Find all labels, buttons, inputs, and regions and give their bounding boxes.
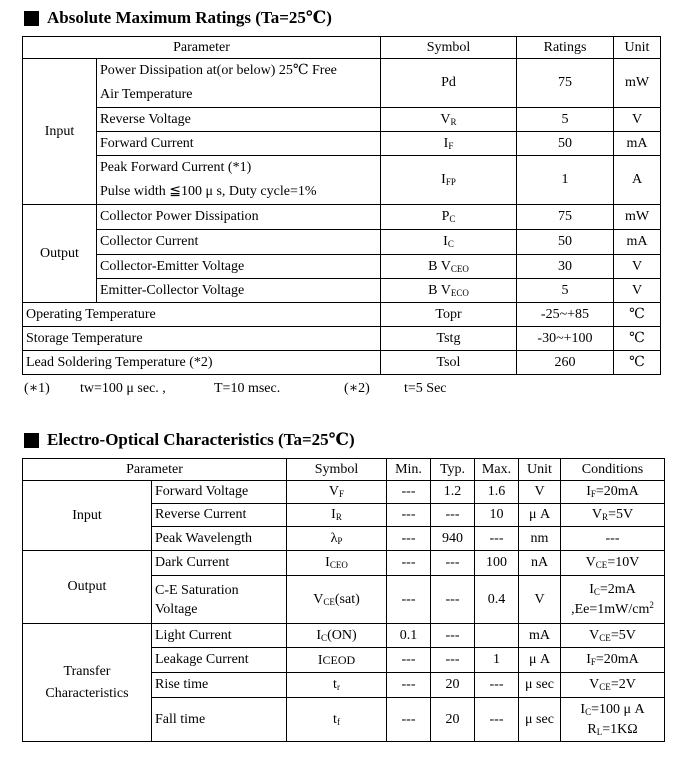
max-cell: 10 [475, 504, 519, 527]
eoc-group-output: Output [23, 551, 152, 624]
cond-main: I [580, 701, 586, 717]
table-row [23, 255, 661, 279]
symbol-cell [381, 108, 517, 132]
note-2-mark: (∗2) [344, 381, 370, 396]
cond-rest: =100 μ A [591, 701, 645, 717]
table-row [23, 132, 661, 156]
section-square-icon [24, 433, 39, 448]
max-cell: --- [475, 673, 519, 698]
cond-sub: F [590, 489, 596, 499]
amr-table [22, 36, 661, 375]
cond-rest: =1KΩ [602, 721, 638, 737]
symbol-cell [287, 648, 387, 673]
cond-rest: =5V [610, 627, 636, 643]
condition-cell [561, 576, 665, 624]
symbol-cell [287, 504, 387, 527]
table-row [23, 230, 661, 255]
param-cell: Reverse Voltage [97, 108, 381, 132]
param-cell: Dark Current [152, 551, 287, 576]
symbol-main: I [331, 507, 336, 522]
param-cell: Forward Voltage [152, 481, 287, 504]
unit-cell: μ sec [519, 698, 561, 742]
table-row [23, 351, 661, 375]
symbol-cell [381, 156, 517, 205]
eoc-header-min: Min. [387, 459, 431, 481]
condition-cell [561, 481, 665, 504]
cond-main: V [589, 677, 600, 692]
symbol-main: t [333, 677, 337, 692]
cond-main: V [589, 627, 600, 643]
symbol-cell: Tstg [381, 327, 517, 351]
unit-cell: A [614, 156, 661, 205]
symbol-main: V [328, 484, 340, 499]
cond-sup: 2 [649, 599, 654, 610]
cond-line [564, 720, 661, 740]
symbol-cell [381, 230, 517, 255]
cond-rest: =2mA [599, 581, 636, 597]
max-cell: --- [475, 527, 519, 551]
eoc-header-max: Max. [475, 459, 519, 481]
param-line: Peak Forward Current (*1) [100, 160, 252, 175]
cond-rest: =10V [607, 555, 640, 570]
symbol-sub: CEOD [322, 652, 356, 667]
max-cell: 1.6 [475, 481, 519, 504]
symbol-sub: F [448, 140, 454, 151]
note-2-t: t=5 Sec [404, 381, 447, 396]
symbol-sub: R [450, 116, 457, 127]
eoc-header-typ: Typ. [431, 459, 475, 481]
table-row [23, 279, 661, 303]
max-cell [475, 624, 519, 648]
symbol-sub: C [321, 632, 328, 643]
cond-main: I [589, 581, 594, 597]
typ-cell: --- [431, 648, 475, 673]
amr-group-output: Output [23, 205, 97, 303]
condition-cell [561, 551, 665, 576]
value-cell: 30 [517, 255, 614, 279]
param-cell: Emitter-Collector Voltage [97, 279, 381, 303]
cond-rest: =20mA [595, 652, 639, 667]
symbol-cell: Tsol [381, 351, 517, 375]
unit-cell: μ A [519, 504, 561, 527]
amr-header-unit: Unit [614, 37, 661, 59]
cond-line [562, 600, 663, 620]
table-row [23, 624, 665, 648]
eoc-header-symbol: Symbol [287, 459, 387, 481]
max-cell: 1 [475, 648, 519, 673]
typ-cell: 20 [431, 698, 475, 742]
param-cell: Collector-Emitter Voltage [97, 255, 381, 279]
value-cell: 5 [517, 279, 614, 303]
cond-sub: F [590, 657, 596, 667]
table-row [23, 551, 665, 576]
symbol-sub: F [339, 489, 345, 499]
cond-sub: CE [599, 682, 611, 692]
symbol-cell [287, 576, 387, 624]
min-cell: --- [387, 481, 431, 504]
condition-cell [561, 624, 665, 648]
cond-rest: =20mA [595, 484, 639, 499]
typ-cell: 20 [431, 673, 475, 698]
param-cell: Operating Temperature [23, 303, 381, 327]
amr-title-text: Absolute Maximum Ratings (Ta=25℃) [47, 8, 332, 27]
eoc-group-input: Input [23, 481, 152, 551]
typ-cell: 940 [431, 527, 475, 551]
group-line: Characteristics [45, 685, 129, 701]
symbol-sub: R [335, 512, 342, 522]
param-line: Air Temperature [100, 87, 193, 102]
symbol-sub: CE [323, 596, 335, 607]
symbol-sub: f [336, 716, 340, 727]
symbol-cell [287, 481, 387, 504]
value-cell: 50 [517, 230, 614, 255]
unit-cell: μ A [519, 648, 561, 673]
symbol-cell [381, 255, 517, 279]
symbol-rest: (ON) [327, 627, 357, 643]
symbol-main: V [313, 591, 324, 607]
param-cell [97, 156, 381, 205]
cond-main: I [586, 484, 591, 499]
cond-sub: L [596, 726, 603, 737]
symbol-main: P [441, 209, 450, 224]
cond-line [564, 700, 661, 720]
amr-header-row [23, 37, 661, 59]
eoc-header-conditions: Conditions [561, 459, 665, 481]
value-cell: -30~+100 [517, 327, 614, 351]
min-cell: --- [387, 576, 431, 624]
min-cell: --- [387, 648, 431, 673]
value-cell: 75 [517, 59, 614, 108]
param-cell: Leakage Current [152, 648, 287, 673]
eoc-header-row [23, 459, 665, 481]
symbol-cell [381, 279, 517, 303]
unit-cell: V [519, 481, 561, 504]
param-cell: Fall time [152, 698, 287, 742]
table-row [23, 327, 661, 351]
value-cell: 260 [517, 351, 614, 375]
condition-cell [561, 648, 665, 673]
symbol-main: λ [330, 530, 338, 546]
min-cell: --- [387, 504, 431, 527]
typ-cell: --- [431, 551, 475, 576]
table-row [23, 108, 661, 132]
max-cell: 0.4 [475, 576, 519, 624]
symbol-main: B V [428, 282, 451, 298]
table-row [23, 156, 661, 205]
cond-main: I [586, 652, 591, 667]
unit-cell: nm [519, 527, 561, 551]
unit-cell: mA [614, 230, 661, 255]
cond-sub: C [593, 586, 600, 597]
amr-header-symbol: Symbol [381, 37, 517, 59]
param-cell: Rise time [152, 673, 287, 698]
symbol-cell: Pd [381, 59, 517, 108]
symbol-sub: CEO [450, 263, 469, 274]
symbol-cell [381, 205, 517, 230]
unit-cell: V [614, 279, 661, 303]
typ-cell: --- [431, 504, 475, 527]
symbol-cell [287, 698, 387, 742]
unit-cell: mW [614, 205, 661, 230]
param-cell: Peak Wavelength [152, 527, 287, 551]
param-line: Power Dissipation at(or below) 25℃ Free [100, 63, 337, 78]
unit-cell: mW [614, 59, 661, 108]
param-cell [152, 576, 287, 624]
symbol-sub: r [336, 682, 340, 692]
value-cell: 75 [517, 205, 614, 230]
symbol-main: I [325, 555, 330, 570]
unit-cell: mA [614, 132, 661, 156]
symbol-cell [287, 673, 387, 698]
min-cell: --- [387, 551, 431, 576]
symbol-sub: P [337, 535, 343, 546]
symbol-main: I [316, 627, 322, 643]
condition-cell: --- [561, 527, 665, 551]
min-cell: --- [387, 698, 431, 742]
condition-cell [561, 504, 665, 527]
unit-cell: nA [519, 551, 561, 576]
value-cell: 5 [517, 108, 614, 132]
unit-cell: ℃ [614, 303, 661, 327]
symbol-rest: (sat) [334, 591, 360, 607]
amr-header-ratings: Ratings [517, 37, 614, 59]
param-cell: Reverse Current [152, 504, 287, 527]
eoc-header-parameter: Parameter [23, 459, 287, 481]
note-1-t: T=10 msec. [214, 381, 281, 396]
table-row [23, 303, 661, 327]
typ-cell: 1.2 [431, 481, 475, 504]
param-cell [97, 59, 381, 108]
table-row [23, 59, 661, 108]
table-row [23, 481, 665, 504]
symbol-cell [381, 132, 517, 156]
symbol-cell [287, 527, 387, 551]
cond-rest: =5V [608, 507, 634, 522]
min-cell: 0.1 [387, 624, 431, 648]
symbol-main: I [443, 135, 449, 151]
param-cell: Light Current [152, 624, 287, 648]
symbol-main: V [440, 111, 451, 127]
min-cell: --- [387, 673, 431, 698]
table-row [23, 205, 661, 230]
cond-rest: =2V [610, 677, 636, 692]
unit-cell: mA [519, 624, 561, 648]
eoc-group-transfer [23, 624, 152, 742]
symbol-cell: Topr [381, 303, 517, 327]
unit-cell: ℃ [614, 327, 661, 351]
unit-cell: V [519, 576, 561, 624]
cond-sub: R [602, 512, 609, 522]
eoc-title-text: Electro-Optical Characteristics (Ta=25℃) [47, 430, 355, 449]
unit-cell: V [614, 255, 661, 279]
note-1-mark: (∗1) [24, 381, 50, 396]
eoc-title [24, 430, 355, 450]
cond-sub: CE [595, 560, 608, 570]
value-cell: -25~+85 [517, 303, 614, 327]
symbol-main: I [443, 234, 448, 249]
group-line: Transfer [63, 663, 111, 679]
max-cell: 100 [475, 551, 519, 576]
symbol-sub: C [449, 214, 456, 224]
note-1-tw: tw=100 μ sec. , [80, 381, 166, 396]
param-cell: Forward Current [97, 132, 381, 156]
section-square-icon [24, 11, 39, 26]
typ-cell: --- [431, 624, 475, 648]
min-cell: --- [387, 527, 431, 551]
param-cell: Collector Current [97, 230, 381, 255]
cond-main: V [591, 507, 603, 522]
cond-main: R [587, 721, 597, 737]
eoc-header-unit: Unit [519, 459, 561, 481]
amr-header-parameter: Parameter [23, 37, 381, 59]
cond-main: ,Ee=1mW/cm [571, 601, 650, 617]
symbol-cell [287, 551, 387, 576]
param-line: Voltage [155, 601, 198, 617]
condition-cell [561, 673, 665, 698]
amr-title [24, 8, 332, 28]
symbol-main: B V [428, 258, 451, 274]
symbol-sub: ECO [450, 287, 469, 298]
amr-notes [24, 380, 624, 398]
amr-group-input: Input [23, 59, 97, 205]
symbol-sub: FP [445, 177, 456, 187]
symbol-cell [287, 624, 387, 648]
condition-cell [561, 698, 665, 742]
eoc-table [22, 458, 665, 742]
unit-cell: ℃ [614, 351, 661, 375]
cond-sub: CE [599, 632, 611, 643]
symbol-main: I [317, 652, 323, 668]
max-cell: --- [475, 698, 519, 742]
unit-cell: V [614, 108, 661, 132]
unit-cell: μ sec [519, 673, 561, 698]
symbol-sub: CEO [329, 560, 348, 570]
param-line: Pulse width ≦100 μ s, Duty cycle=1% [100, 184, 317, 199]
symbol-main: t [333, 711, 337, 727]
cond-sub: C [585, 706, 592, 717]
cond-main: V [585, 555, 596, 570]
param-cell: Storage Temperature [23, 327, 381, 351]
value-cell: 1 [517, 156, 614, 205]
symbol-sub: C [447, 239, 454, 249]
cond-line [562, 580, 663, 600]
typ-cell: --- [431, 576, 475, 624]
param-cell: Collector Power Dissipation [97, 205, 381, 230]
param-line: C-E Saturation [155, 582, 239, 598]
value-cell: 50 [517, 132, 614, 156]
symbol-main: I [441, 172, 446, 187]
param-cell: Lead Soldering Temperature (*2) [23, 351, 381, 375]
